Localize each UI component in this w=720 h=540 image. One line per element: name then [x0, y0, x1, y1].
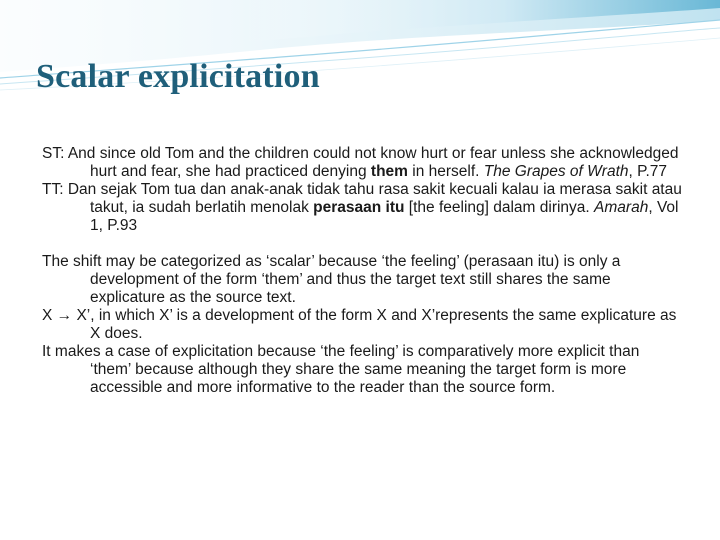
st-bold-term: them: [370, 163, 408, 180]
tt-bold-term: perasaan itu: [313, 199, 405, 216]
target-text-paragraph: [42, 181, 682, 235]
tt-source-title: Amarah: [594, 199, 649, 216]
st-text-3: , P.77: [628, 163, 668, 180]
tt-text-1: TT: Dan sejak Tom tua dan anak-anak tidak tahu rasa sakit kecuali kalau ia merasa sakit atau takut, ia sudah berlatih menolak: [42, 181, 682, 216]
formula-paragraph: X → X’, in which X’ is a development of the form X and X’represents the same explicature as X does.: [42, 307, 677, 342]
tt-text-2: [the feeling] dalam dirinya.: [404, 199, 595, 216]
paragraph-gap: [42, 235, 682, 253]
explanation-paragraph: The shift may be categorized as ‘scalar’ because ‘the feeling’ (perasaan itu) is only a development of the form ‘them’ and thus the target text still shares the same explicature as the source text.: [42, 253, 621, 306]
slide-title: Scalar explicitation: [36, 58, 320, 95]
st-text-2: in herself.: [407, 163, 484, 180]
slide-body: [42, 145, 682, 397]
st-source-title: The Grapes of Wrath: [483, 163, 629, 180]
st-text-1: ST: And since old Tom and the children could not know hurt or fear unless she acknowledged hurt and fear, she had practiced denying: [42, 145, 679, 180]
source-text-paragraph: [42, 145, 682, 181]
conclusion-paragraph: It makes a case of explicitation because ‘the feeling’ is comparatively more explicit than ‘them’ because although they share the same meaning the target form is more accessible and more informative to the reader than the source form.: [42, 343, 640, 396]
tt-text-3: , Vol 1, P.93: [90, 199, 679, 234]
